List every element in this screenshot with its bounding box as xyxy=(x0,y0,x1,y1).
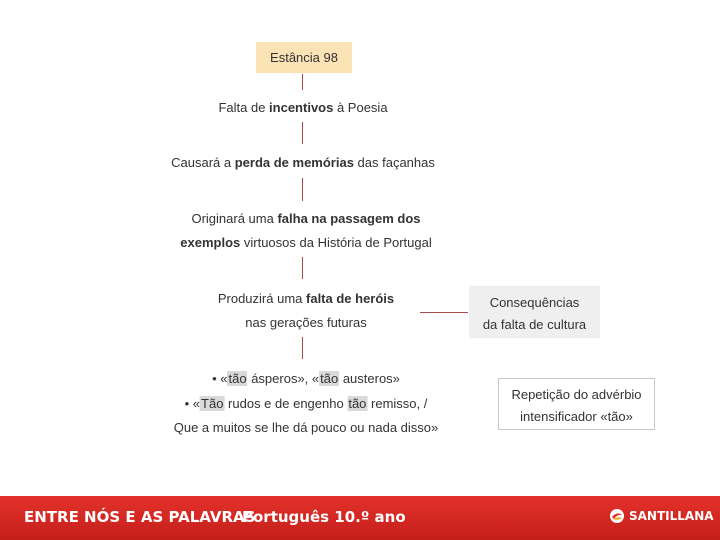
node-text: das façanhas xyxy=(353,155,435,170)
title-box xyxy=(256,42,352,73)
node-heroes-line2 xyxy=(245,315,366,331)
quote-line-3 xyxy=(174,420,439,436)
quote-text: • « xyxy=(184,396,201,411)
highlight-tao: tão xyxy=(348,396,367,411)
connector-1 xyxy=(302,74,303,90)
connector-2 xyxy=(302,122,303,144)
node-incentives xyxy=(218,100,387,116)
node-text: virtuosos da História de Portugal xyxy=(240,235,432,250)
quote-text: Que a muitos se lhe dá pouco ou nada disso» xyxy=(173,420,439,435)
quote-text: • « xyxy=(212,371,228,386)
santillana-swirl-icon xyxy=(609,508,625,524)
node-memories xyxy=(171,155,435,171)
footer-bar xyxy=(0,496,720,540)
footer-book-title: ENTRE NÓS E AS PALAVRAS xyxy=(24,508,256,526)
node-keyword: falta de heróis xyxy=(306,291,395,306)
connector-4 xyxy=(302,257,303,279)
node-text: Originará uma xyxy=(191,211,278,226)
node-text: Causará a xyxy=(171,155,235,170)
node-text: Produzirá uma xyxy=(217,291,307,306)
highlight-tao: tão xyxy=(320,371,339,386)
node-text: à Poesia xyxy=(333,100,388,115)
quote-line-2 xyxy=(185,396,428,412)
node-examples-line1 xyxy=(191,211,420,227)
quote-text: remisso, / xyxy=(367,396,428,411)
quote-text: ásperos», « xyxy=(247,371,320,386)
footer-subject: Português 10.º ano xyxy=(242,508,406,526)
consequences-line-1: Consequências xyxy=(489,295,580,310)
node-keyword: incentivos xyxy=(269,100,334,115)
node-text: Falta de xyxy=(218,100,270,115)
node-keyword: falha na passagem dos xyxy=(277,211,421,226)
node-keyword: exemplos xyxy=(180,235,241,250)
connector-consequences xyxy=(420,312,468,313)
footer-brand: SANTILLANA xyxy=(629,509,714,523)
node-text: nas gerações futuras xyxy=(245,315,367,330)
title-text: Estância 98 xyxy=(270,50,338,65)
quote-text: rudos e de engenho xyxy=(224,396,348,411)
repetition-box xyxy=(498,378,655,430)
connector-5 xyxy=(302,337,303,359)
repetition-line-2: intensificador «tão» xyxy=(520,409,633,424)
quote-line-1 xyxy=(212,371,400,387)
node-keyword: perda de memórias xyxy=(234,155,354,170)
consequences-box xyxy=(469,286,600,338)
highlight-tao: Tão xyxy=(201,396,224,411)
highlight-tao: tão xyxy=(228,371,247,386)
node-examples-line2 xyxy=(180,235,431,251)
node-heroes-line1 xyxy=(218,291,394,307)
publisher-logo xyxy=(609,508,714,524)
connector-3 xyxy=(302,178,303,201)
consequences-line-2: da falta de cultura xyxy=(482,317,587,332)
repetition-line-1: Repetição do advérbio xyxy=(511,387,642,402)
quote-text: austeros» xyxy=(339,371,400,386)
